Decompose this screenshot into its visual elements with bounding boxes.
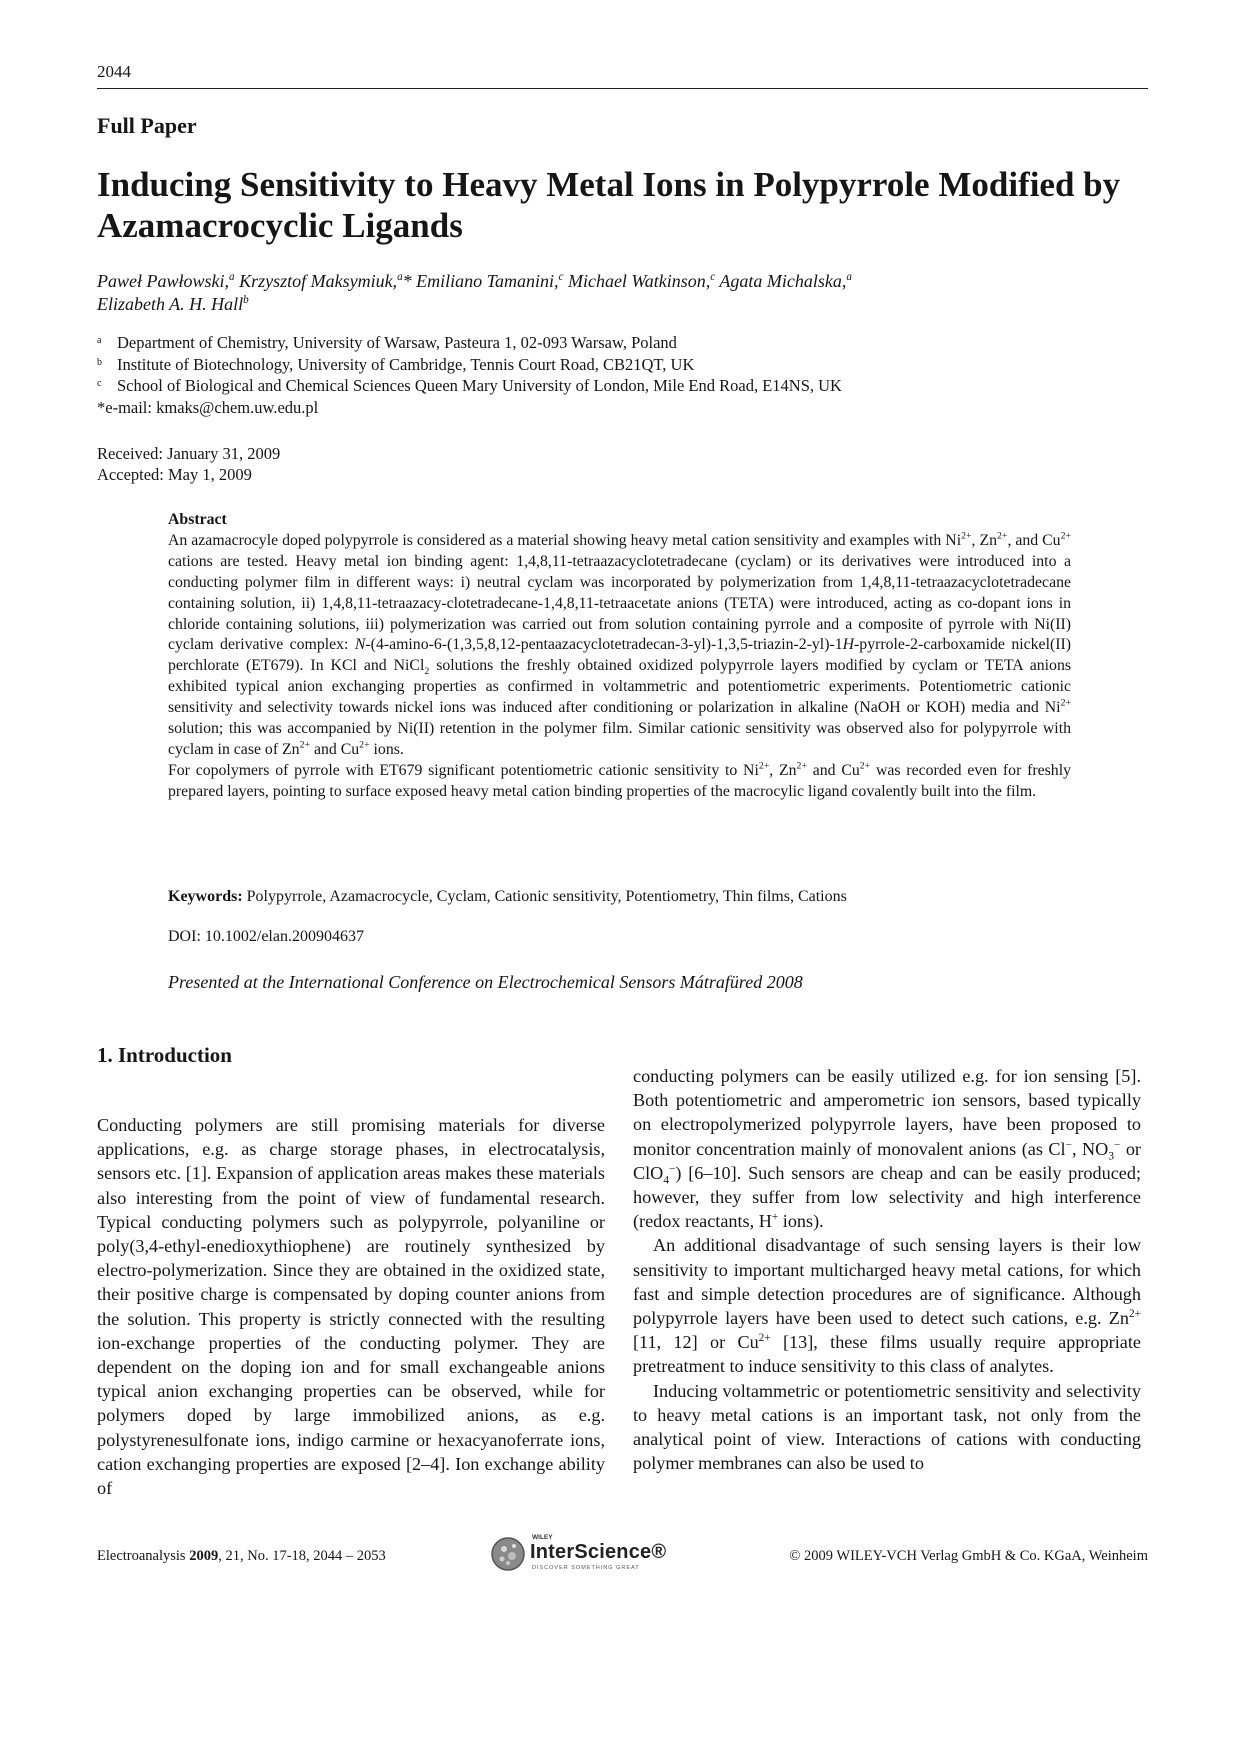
- corresponding-star: *: [402, 271, 412, 291]
- section-label: Full Paper: [97, 113, 197, 138]
- body-paragraph: conducting polymers can be easily utilized e.g. for ion sensing [5]. Both potentiometric and amperometric ion sensors, based typically on electropolymerized polypyrrole layers, have been proposed to monitor concentration mainly of monovalent anions (as Cl−, $NO_3^-$ or ClO$_4$−) [6–10]. Such sensors are cheap and can be easily produced; however, they suffer from low selectivity and high interference (redox reactants, H+ ions).: [633, 1066, 1141, 1232]
- author-name: Paweł Pawłowski,: [97, 271, 229, 291]
- author-name: Elizabeth A. H. Hall: [97, 294, 244, 314]
- author-mark: b: [243, 294, 249, 306]
- affiliation: [97, 375, 1157, 397]
- abstract-heading: Abstract: [168, 511, 227, 528]
- keywords-text: Polypyrrole, Azamacrocycle, Cyclam, Cationic sensitivity, Potentiometry, Thin films, Cations: [242, 888, 847, 905]
- abstract-paragraph: An azamacrocyle doped polypyrrole is considered as a material showing heavy metal cation sensitivity and examples with $Ni^{2+}$, $Zn^{2+}$, and $Cu^{2+}$ cations are tested. Heavy metal ion binding agent: 1,4,8,11-tetraazacyclotetradecane (cyclam) or its derivatives were introduced into a conducting polymer film in different ways: i) neutral cyclam was incorporated by polymerization from 1,4,8,11-tetraazacyclotetradecane containing solution, ii) 1,4,8,11-tetraazacy-clotetradecane-1,4,8,11-tetraacetate anions (TETA) were introduced, acting as co-dopant ions in chloride containing solutions, iii) polymerization was carried out from solution containing pyrrole and a composite of pyrrole with Ni(II) cyclam derivative complex: N-(4-amino-6-(1,3,5,8,12-pentaazacyclotetradecan-3-yl)-1,3,5-triazin-2-yl)-1H-pyrrole-2-carboxamide nickel(II) perchlorate (ET679). In KCl and NiCl$_2$ solutions the freshly obtained oxidized polypyrrole layers modified by cyclam or TETA anions exhibited typical anion exchanging properties as confirmed in voltammetric and potentiometric experiments. Potentiometric cationic sensitivity and selectivity towards nickel ions was induced after conditioning or polarization in alkaline (NaOH or KOH) media and $Ni^{2+}$ solution; this was accompanied by Ni(II) retention in the polymer film. Similar cationic sensitivity was observed also for polypyrrole with cyclam in case of $Zn^{2+}$ and $Cu^{2+}$ ions.: [168, 530, 1072, 758]
- paper-title: Inducing Sensitivity to Heavy Metal Ions in Polypyrrole Modified by Azamacrocyclic Ligands: [97, 165, 1121, 245]
- received-date: Received: January 31, 2009: [97, 444, 281, 463]
- keywords: [168, 888, 1078, 906]
- body-paragraph: Inducing voltammetric or potentiometric sensitivity and selectivity to heavy metal cations is an important task, not only from the analytical point of view. Interactions of cations with conducting polymer membranes can also be used to: [633, 1380, 1141, 1474]
- logo-brand: WILEY: [532, 1534, 553, 1541]
- affiliation: [97, 332, 1157, 354]
- accepted-date: Accepted: May 1, 2009: [97, 465, 252, 484]
- author-mark: a: [397, 271, 403, 283]
- author-mark: a: [229, 271, 235, 283]
- affiliation-text: School of Biological and Chemical Sciences Queen Mary University of London, Mile End Road, E14NS, UK: [117, 376, 842, 395]
- author-name: Emiliano Tamanini,: [416, 271, 559, 291]
- author-mark: c: [710, 271, 716, 283]
- dates: [97, 443, 280, 485]
- email: *e-mail: kmaks@chem.uw.edu.pl: [97, 397, 319, 417]
- logo-tagline: DISCOVER SOMETHING GREAT: [532, 1565, 640, 1571]
- interscience-logo: [490, 1534, 667, 1574]
- affiliation-mark: b: [97, 356, 102, 368]
- author-mark: c: [558, 271, 564, 283]
- author-name: Agata Michalska,: [719, 271, 847, 291]
- affiliation-text: Institute of Biotechnology, University of Cambridge, Tennis Court Road, CB21QT, UK: [117, 354, 695, 374]
- doi[interactable]: DOI: 10.1002/elan.200904637: [168, 928, 364, 945]
- keywords-label: Keywords:: [168, 888, 243, 905]
- globe-icon: [490, 1536, 526, 1572]
- affiliations: [97, 332, 1157, 418]
- section-heading-introduction: 1. Introduction: [97, 1043, 232, 1067]
- author-mark: a: [846, 271, 852, 283]
- affiliation-text: Department of Chemistry, University of Warsaw, Pasteura 1, 02-093 Warsaw, Poland: [117, 333, 677, 352]
- page-number: 2044: [97, 62, 131, 81]
- header-rule: [97, 88, 1148, 89]
- author-list: [97, 270, 1097, 316]
- presented-note: Presented at the International Conference on Electrochemical Sensors Mátrafüred 2008: [168, 972, 803, 992]
- affiliation-mark: c: [97, 378, 102, 389]
- left-column: [97, 1113, 605, 1500]
- body-paragraph: An additional disadvantage of such sensing layers is their low sensitivity to important multicharged heavy metal cations, for which fast and simple detection procedures are of significance. Although polypyrrole layers have been used to detect such cations, e.g. $Zn^{2+}$ [11, 12] or $Cu^{2+}$ [13], these films usually require appropriate pretreatment to induce sensitivity to this class of analytes.: [633, 1235, 1141, 1377]
- abstract: [168, 510, 1071, 803]
- footer-citation: Electroanalysis 2009, 21, No. 17-18, 2044 – 2053: [97, 1548, 386, 1564]
- affiliation: [97, 354, 1157, 376]
- affiliation-mark: a: [97, 335, 102, 346]
- footer-copyright: © 2009 WILEY-VCH Verlag GmbH & Co. KGaA, Weinheim: [789, 1548, 1148, 1564]
- logo-text: InterScience®: [530, 1541, 667, 1563]
- right-column: [633, 1064, 1141, 1475]
- abstract-paragraph: For copolymers of pyrrole with ET679 significant potentiometric cationic sensitivity to $Ni^{2+}$, $Zn^{2+}$ and $Cu^{2+}$ was recorded even for freshly prepared layers, pointing to surface exposed heavy metal cation binding properties of the macrocylic ligand covalently built into the film.: [168, 760, 1071, 800]
- author-name: Krzysztof Maksymiuk,: [239, 271, 398, 291]
- author-name: Michael Watkinson,: [567, 271, 711, 291]
- body-paragraph: Conducting polymers are still promising materials for diverse applications, e.g. as charge storage phases, in electrocatalysis, sensors etc. [1]. Expansion of application areas makes these materials also interesting from the point of view of fundamental research. Typical conducting polymers such as polypyrrole, polyaniline or poly(3,4-ethyl-enedioxythiophene) are routinely synthesized by electro-polymerization. Since they are obtained in the oxidized state, their positive charge is compensated by doping counter anions from the solution. This property is strictly connected with the resulting ion-exchange properties of the conducting polymer. They are dependent on the doping ion and for small exchangeable anions typical anion exchanging properties can be observed, while for polymers doped by large immobilized anions, as e.g. polystyrenesulfonate ions, indigo carmine or hexacyanoferrate ions, cation exchanging properties are exposed [2–4]. Ion exchange ability of: [97, 1115, 605, 1499]
